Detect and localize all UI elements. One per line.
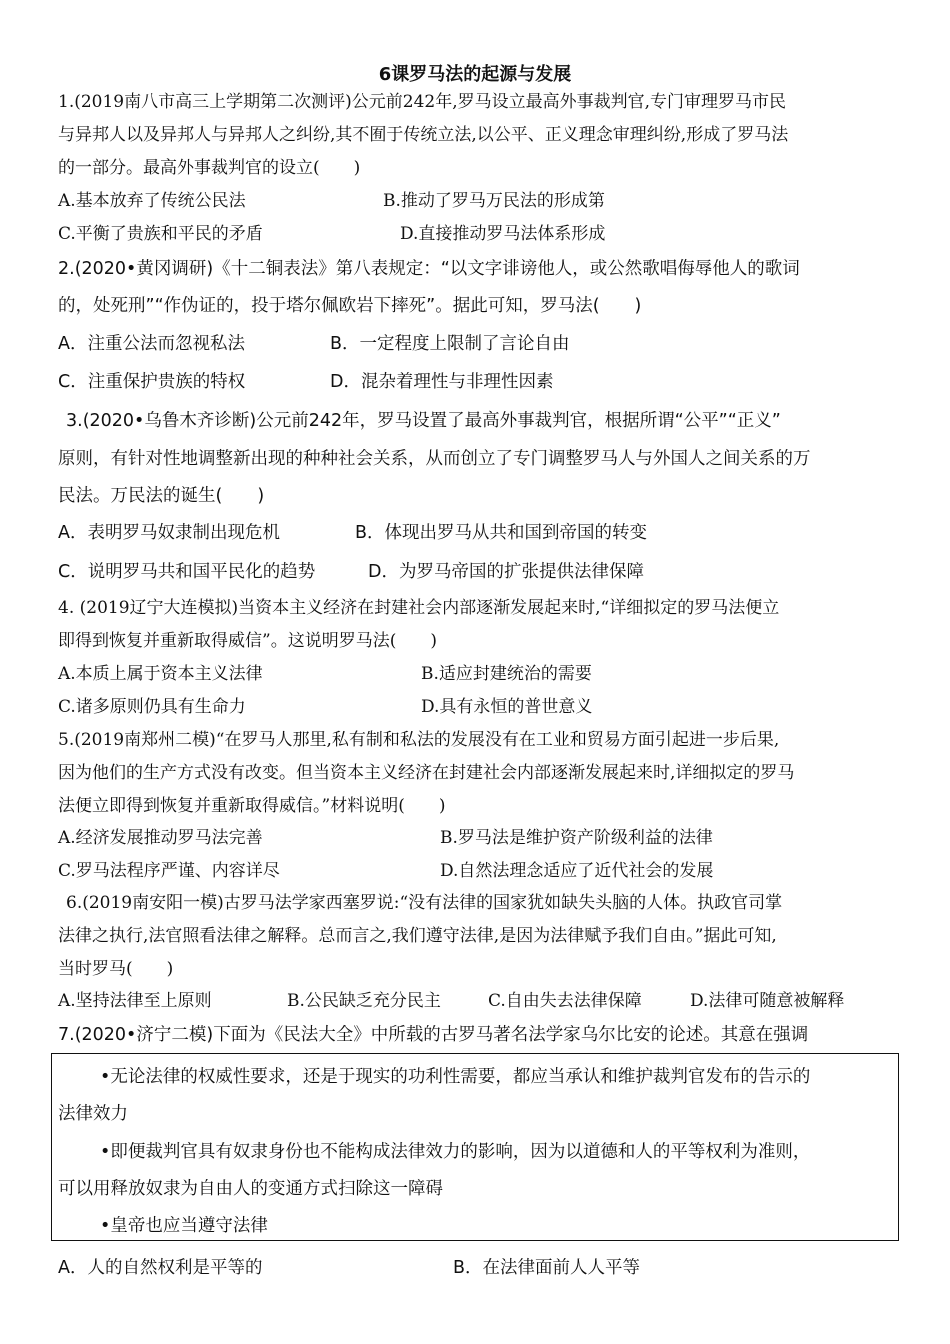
q3-line-3: 民法。万民法的诞生( ) [58,486,265,506]
q5-option-b: B.罗马法是维护资产阶级利益的法律 [440,828,713,848]
q1-option-d: D.直接推动罗马法体系形成 [400,224,606,244]
q4-option-a: A.本质上属于资本主义法律 [58,664,263,684]
q5-option-c: C.罗马法程序严谨、内容详尽 [58,861,280,881]
q1-line-2: 与异邦人以及异邦人与异邦人之纠纷,其不囿于传统立法,以公平、正义理念审理纠纷,形成了罗马法 [58,125,789,145]
q3-option-d: D．为罗马帝国的扩张提供法律保障 [368,562,644,582]
q1-option-a: A.基本放弃了传统公民法 [58,191,246,211]
q2-option-b: B．一定程度上限制了言论自由 [330,334,570,354]
q7-option-a: A．人的自然权利是平等的 [58,1258,263,1278]
q5-line-3: 法便立即得到恢复并重新取得威信。”材料说明( ) [58,796,446,816]
q1-option-b: B.推动了罗马万民法的形成第 [383,191,605,211]
q1-line-1: 1.(2019南八市高三上学期第二次测评)公元前242年,罗马设立最高外事裁判官,专门审理罗马市民 [58,92,787,112]
q2-option-c: C．注重保护贵族的特权 [58,372,246,392]
q3-option-a: A．表明罗马奴隶制出现危机 [58,523,280,543]
q5-option-d: D.自然法理念适应了近代社会的发展 [440,861,714,881]
page-title: 6课罗马法的起源与发展 [378,64,572,85]
q3-line-1: 3.(2020•乌鲁木齐诊断)公元前242年，罗马设置了最高外事裁判官，根据所谓“公平”“正义” [66,411,781,431]
quote-line-2: 法律效力 [58,1104,128,1124]
q2-option-d: D．混杂着理性与非理性因素 [330,372,554,392]
quote-line-1: •无论法律的权威性要求，还是于现实的功利性需要，都应当承认和维护裁判官发布的告示的 [100,1067,811,1087]
q6-option-d: D.法律可随意被解释 [690,991,845,1011]
q7-line-1: 7.(2020•济宁二模)下面为《民法大全》中所载的古罗马著名法学家乌尔比安的论述。其意在强调 [58,1025,809,1045]
q1-line-3: 的一部分。最高外事裁判官的设立( ) [58,158,361,178]
q6-line-1: 6.(2019南安阳一模)古罗马法学家西塞罗说:“没有法律的国家犹如缺失头脑的人体。执政官司掌 [66,893,783,913]
quote-box [51,1053,899,1241]
q5-option-a: A.经济发展推动罗马法完善 [58,828,263,848]
q2-line-1: 2.(2020•黄冈调研)《十二铜表法》第八表规定：“以文字诽谤他人，或公然歌唱侮辱他人的歌词 [58,259,800,279]
q4-option-c: C.诸多原则仍具有生命力 [58,697,246,717]
q4-option-d: D.具有永恒的普世意义 [421,697,593,717]
q6-option-b: B.公民缺乏充分民主 [287,991,441,1011]
quote-line-3: •即便裁判官具有奴隶身份也不能构成法律效力的影响，因为以道德和人的平等权利为准则， [100,1142,811,1162]
q5-line-1: 5.(2019南郑州二模)“在罗马人那里,私有制和私法的发展没有在工业和贸易方面引起进一步后果, [58,730,780,750]
q4-option-b: B.适应封建统治的需要 [421,664,592,684]
q6-option-c: C.自由失去法律保障 [488,991,642,1011]
quote-line-5: •皇帝也应当遵守法律 [100,1216,268,1236]
q6-option-a: A.坚持法律至上原则 [58,991,212,1011]
q6-line-2: 法律之执行,法官照看法律之解释。总而言之,我们遵守法律,是因为法律赋予我们自由。”据此可知, [58,926,777,946]
q3-option-b: B．体现出罗马从共和国到帝国的转变 [355,523,648,543]
q2-line-2: 的，处死刑”“作伪证的，投于塔尔佩欧岩下摔死”。据此可知，罗马法( ) [58,296,642,316]
q5-line-2: 因为他们的生产方式没有改变。但当资本主义经济在封建社会内部逐渐发展起来时,详细拟定的罗马 [58,763,795,783]
q4-line-1: 4. (2019辽宁大连模拟)当资本主义经济在封建社会内部逐渐发展起来时,“详细拟定的罗马法便立 [58,598,780,618]
q2-option-a: A．注重公法而忽视私法 [58,334,245,354]
q3-option-c: C．说明罗马共和国平民化的趋势 [58,562,316,582]
q1-option-c: C.平衡了贵族和平民的矛盾 [58,224,263,244]
q3-line-2: 原则，有针对性地调整新出现的种种社会关系，从而创立了专门调整罗马人与外国人之间关系的万 [58,449,811,469]
q7-option-b: B．在法律面前人人平等 [453,1258,641,1278]
q4-line-2: 即得到恢复并重新取得威信”。这说明罗马法( ) [58,631,437,651]
quote-line-4: 可以用释放奴隶为自由人的变通方式扫除这一障碍 [58,1179,443,1199]
q6-line-3: 当时罗马( ) [58,959,174,979]
